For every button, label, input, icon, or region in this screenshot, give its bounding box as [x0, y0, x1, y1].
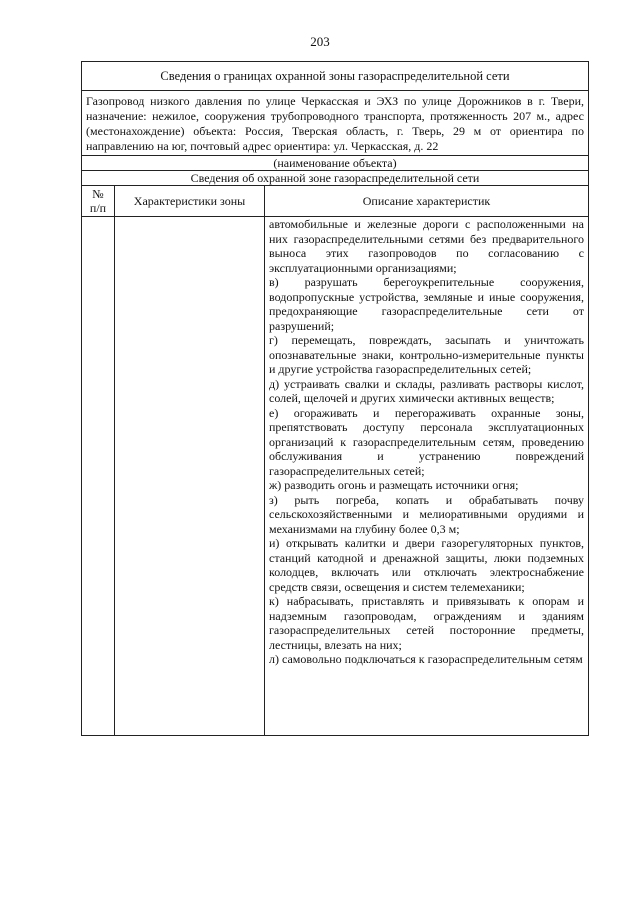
description-item: з) рыть погреба, копать и обрабатывать почву сельскохозяйственными и мелиоративными орудиями и механизмами на глубину более 0,3 м;	[269, 492, 584, 536]
description-item: д) устраивать свалки и склады, разливать растворы кислот, солей, щелочей и других химически активных веществ;	[269, 376, 584, 405]
number-cell	[82, 217, 115, 736]
description-item: и) открывать калитки и двери газорегуляторных пунктов, станций катодной и дренажной защиты, люки подземных колодцев, включать или отключать электроснабжение средств связи, освещения и систем телемеханики;	[269, 536, 584, 594]
section-title-row	[82, 171, 589, 186]
table-title: Сведения о границах охранной зоны газораспределительной сети	[82, 62, 589, 91]
object-caption-row	[82, 156, 589, 171]
description-item: е) огораживать и перегораживать охранные зоны, препятствовать доступу персонала эксплуатационных организаций к газораспределительным сетям, проведению обслуживания и устранению повреждений газораспределительных сетей;	[269, 405, 584, 478]
column-header-description: Описание характеристик	[265, 186, 589, 217]
description-item: г) перемещать, повреждать, засыпать и уничтожать опознавательные знаки, контрольно-измерительные пункты и другие устройства газораспределительных сетей;	[269, 333, 584, 376]
description-item: ж) разводить огонь и размещать источники огня;	[269, 478, 519, 492]
protection-zone-table	[81, 61, 589, 736]
object-description: Газопровод низкого давления по улице Черкасская и ЭХЗ по улице Дорожников в г. Твери, назначение: нежилое, сооружения трубопроводного транспорта, протяженность 207 м., адрес (местонахождение) объекта: Россия, Тверская область, г. Тверь, 29 м от ориентира по направлению на юг, почтовый адрес ориентира: ул. Черкасская, д. 22	[82, 91, 589, 156]
table-title-row	[82, 62, 589, 91]
table-row	[82, 217, 589, 736]
object-caption: (наименование объекта)	[82, 156, 589, 171]
description-item: к) набрасывать, приставлять и привязывать к опорам и надземным газопроводам, ограждениям и зданиям газораспределительных сетей посторонние предметы, лестницы, влезать на них;	[269, 594, 584, 652]
object-row	[82, 91, 589, 156]
column-header-characteristics: Характеристики зоны	[115, 186, 265, 217]
description-item: автомобильные и железные дороги с расположенными на них газораспределительными сетями без предварительного выноса этих газопроводов по согласованию с эксплуатационными организациями;	[269, 217, 584, 275]
characteristics-cell	[115, 217, 265, 736]
section-title: Сведения об охранной зоне газораспределительной сети	[82, 171, 589, 186]
column-header-number: № п/п	[82, 186, 115, 217]
description-cell	[265, 217, 589, 736]
description-item: л) самовольно подключаться к газораспределительным сетям	[269, 652, 583, 666]
column-header-row	[82, 186, 589, 217]
description-item: в) разрушать берегоукрепительные сооружения, водопропускные устройства, земляные и иные сооружения, предохраняющие газораспределительные сети от разрушений;	[269, 275, 584, 333]
page-number: 203	[310, 34, 330, 49]
